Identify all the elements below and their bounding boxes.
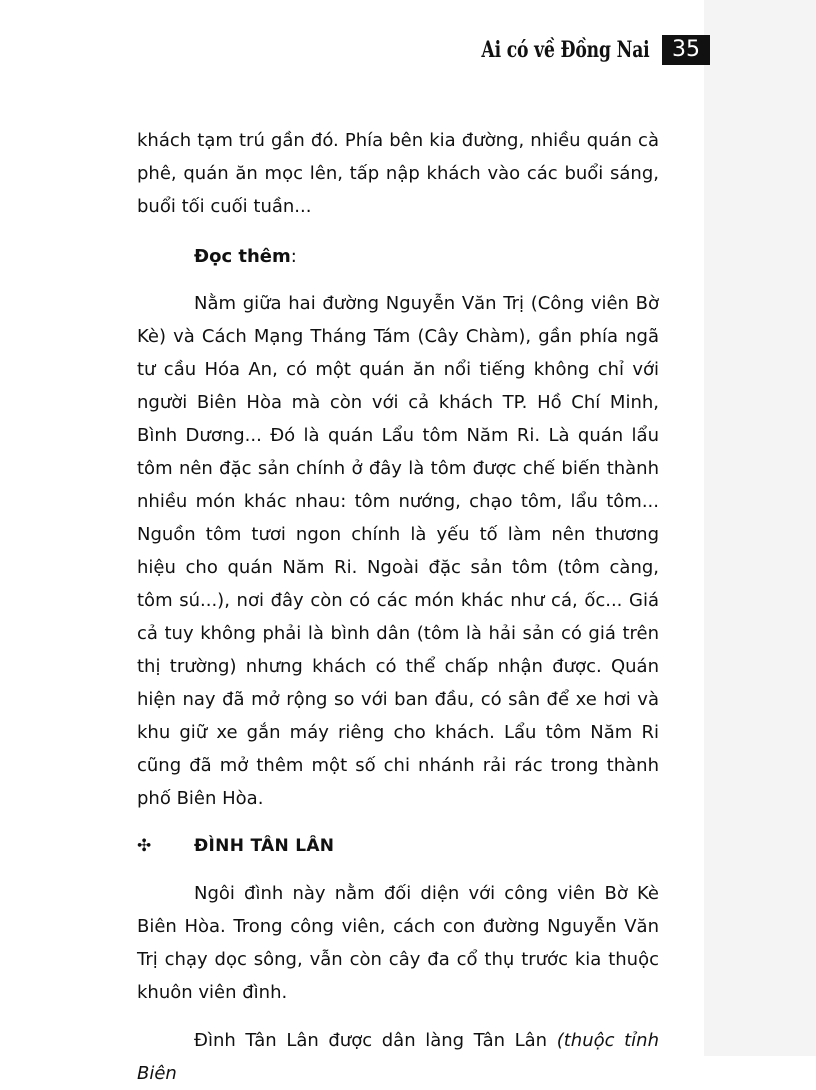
paragraph-text: Đình Tân Lân được dân làng Tân Lân [194, 1030, 557, 1051]
fleuron-bullet-icon: ✣ [137, 836, 152, 856]
read-more-colon: : [290, 246, 297, 267]
paragraph-dinh-tan-lan: Ngôi đình này nằm đối diện với công viên Bờ Kè Biên Hòa. Trong công viên, cách con đường Nguyễn Văn Trị chạy dọc sông, vẫn còn cây đa cổ thụ trước kia thuộc khuôn viên đình. [137, 883, 659, 1003]
read-more-label: Đọc thêm [194, 246, 291, 267]
page-body [137, 124, 659, 1090]
section-title: ĐÌNH TÂN LÂN [194, 836, 335, 856]
paragraph-lau-tom-nam-ri: Nằm giữa hai đường Nguyễn Văn Trị (Công viên Bờ Kè) và Cách Mạng Tháng Tám (Cây Chàm), gần phía ngã tư cầu Hóa An, có một quán ăn nổi tiếng không chỉ với người Biên Hòa mà còn với cả khách TP. Hồ Chí Minh, Bình Dương... Đó là quán Lẩu tôm Năm Ri. Là quán lẩu tôm nên đặc sản chính ở đây là tôm được chế biến thành nhiều món khác nhau: tôm nướng, chạo tôm, lẩu tôm... Nguồn tôm tươi ngon chính là yếu tố làm nên thương hiệu cho quán Năm Ri. Ngoài đặc sản tôm (tôm càng, tôm sú...), nơi đây còn có các món khác như cá, ốc... Giá cả tuy không phải là bình dân (tôm là hải sản có giá trên thị trường) nhưng khách có thể chấp nhận được. Quán hiện nay đã mở rộng so với ban đầu, có sân để xe hơi và khu giữ xe gắn máy riêng cho khách. Lẩu tôm Năm Ri cũng đã mở thêm một số chi nhánh rải rác trong thành phố Biên Hòa. [137, 293, 659, 809]
paragraph-italic-text: (thuộc tỉnh Biên [137, 1030, 659, 1084]
paragraph-continued: khách tạm trú gần đó. Phía bên kia đường, nhiều quán cà phê, quán ăn mọc lên, tấp nập khách vào các buổi sáng, buổi tối cuối tuần... [137, 130, 659, 217]
running-title: Ai có về Đồng Nai [481, 37, 650, 63]
paragraph-dinh-tan-lan-history [137, 1024, 659, 1090]
page-header [0, 30, 710, 74]
page-gutter-shading [704, 0, 816, 1056]
section-heading [137, 830, 659, 863]
read-more-heading [194, 240, 659, 273]
page-number: 35 [662, 35, 710, 65]
